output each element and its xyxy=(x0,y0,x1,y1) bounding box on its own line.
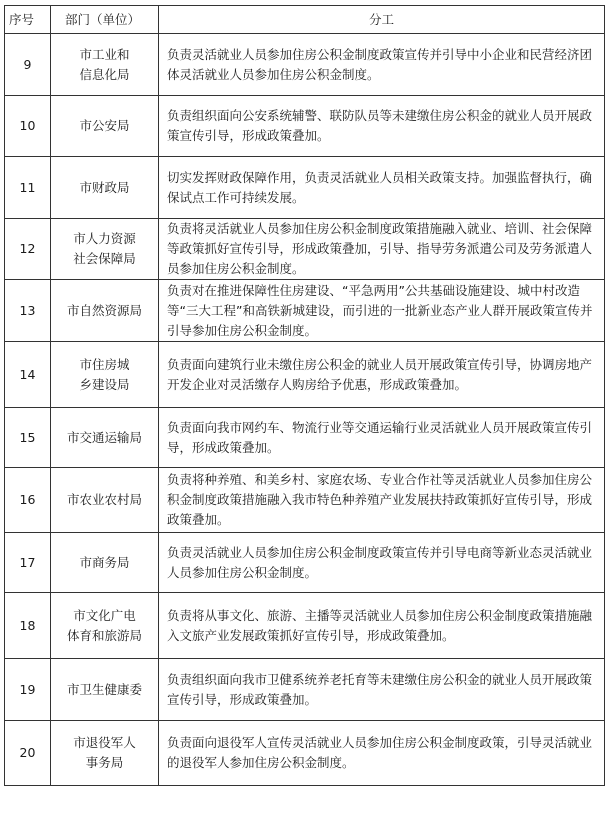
table-row xyxy=(5,342,605,408)
row-seq: 20 xyxy=(5,721,51,786)
row-duty: 负责灵活就业人员参加住房公积金制度政策宣传并引导中小企业和民营经济团体灵活就业人员参加住房公积金制度。 xyxy=(159,34,605,96)
row-dept-line: 市交通运输局 xyxy=(66,429,142,445)
table-row xyxy=(5,157,605,219)
row-duty: 负责面向建筑行业未缴住房公积金的就业人员开展政策宣传引导，协调房地产开发企业对灵活缴存人购房给予优惠，形成政策叠加。 xyxy=(159,342,605,408)
header-seq: 序号 xyxy=(5,6,51,34)
header-dept: 部门（单位） xyxy=(51,6,159,34)
table-row xyxy=(5,721,605,786)
table-header-row xyxy=(5,6,605,34)
table-row xyxy=(5,533,605,593)
row-dept-line: 市财政局 xyxy=(79,179,130,195)
row-dept xyxy=(51,96,159,157)
row-dept xyxy=(51,468,159,533)
row-duty: 负责面向退役军人宣传灵活就业人员参加住房公积金制度政策，引导灵活就业的退役军人参加住房公积金制度。 xyxy=(159,721,605,786)
row-seq: 10 xyxy=(5,96,51,157)
row-duty: 负责组织面向公安系统辅警、联防队员等未建缴住房公积金的就业人员开展政策宣传引导，形成政策叠加。 xyxy=(159,96,605,157)
row-dept xyxy=(51,533,159,593)
row-dept-line: 市公安局 xyxy=(79,118,130,133)
row-dept-line: 体育和旅游局 xyxy=(66,627,142,643)
header-duty: 分工 xyxy=(159,6,605,34)
row-dept xyxy=(51,342,159,408)
row-dept xyxy=(51,157,159,219)
row-dept-line: 市退役军人 xyxy=(73,735,136,750)
row-dept-line: 信息化局 xyxy=(79,66,130,82)
table-row xyxy=(5,219,605,280)
table-row xyxy=(5,593,605,659)
table-row xyxy=(5,34,605,96)
row-dept-line: 市自然资源局 xyxy=(66,302,142,318)
row-seq: 18 xyxy=(5,593,51,659)
row-duty: 负责对在推进保障性住房建设、“平急两用”公共基础设施建设、城中村改造等“三大工程”和高铁新城建设，而引进的一批新业态产业人群开展政策宣传并引导参加住房公积金制度。 xyxy=(159,280,605,342)
row-dept xyxy=(51,219,159,280)
row-dept xyxy=(51,721,159,786)
row-dept-line: 社会保障局 xyxy=(73,251,136,266)
row-dept xyxy=(51,280,159,342)
row-seq: 16 xyxy=(5,468,51,533)
table-row xyxy=(5,659,605,721)
row-duty: 负责组织面向我市卫健系统养老托育等未建缴住房公积金的就业人员开展政策宣传引导，形成政策叠加。 xyxy=(159,659,605,721)
row-dept-line: 市人力资源 xyxy=(73,231,136,246)
row-dept xyxy=(51,659,159,721)
row-dept-line: 市卫生健康委 xyxy=(66,681,142,697)
row-dept-line: 事务局 xyxy=(85,755,124,770)
row-duty: 负责将从事文化、旅游、主播等灵活就业人员参加住房公积金制度政策措施融入文旅产业发展政策抓好宣传引导，形成政策叠加。 xyxy=(159,593,605,659)
row-dept xyxy=(51,593,159,659)
row-seq: 14 xyxy=(5,342,51,408)
row-duty: 负责面向我市网约车、物流行业等交通运输行业灵活就业人员开展政策宣传引导，形成政策叠加。 xyxy=(159,408,605,468)
row-dept-line: 市商务局 xyxy=(79,554,130,570)
duty-table xyxy=(4,5,605,786)
row-dept-line: 市文化广电 xyxy=(73,607,136,623)
table-row xyxy=(5,280,605,342)
row-dept-line: 市农业农村局 xyxy=(66,492,142,507)
row-seq: 11 xyxy=(5,157,51,219)
row-duty: 负责灵活就业人员参加住房公积金制度政策宣传并引导电商等新业态灵活就业人员参加住房公积金制度。 xyxy=(159,533,605,593)
row-seq: 17 xyxy=(5,533,51,593)
row-dept-line: 市工业和 xyxy=(79,46,130,62)
row-duty: 切实发挥财政保障作用，负责灵活就业人员相关政策支持。加强监督执行，确保试点工作可持续发展。 xyxy=(159,157,605,219)
row-seq: 9 xyxy=(5,34,51,96)
row-dept xyxy=(51,34,159,96)
row-dept xyxy=(51,408,159,468)
row-seq: 15 xyxy=(5,408,51,468)
table-row xyxy=(5,96,605,157)
row-dept-line: 市住房城 xyxy=(79,356,130,372)
row-duty: 负责将种养殖、和美乡村、家庭农场、专业合作社等灵活就业人员参加住房公积金制度政策措施融入我市特色种养殖产业发展扶持政策抓好宣传引导，形成政策叠加。 xyxy=(159,468,605,533)
row-seq: 13 xyxy=(5,280,51,342)
table-row xyxy=(5,468,605,533)
table-row xyxy=(5,408,605,468)
row-seq: 19 xyxy=(5,659,51,721)
row-dept-line: 乡建设局 xyxy=(79,376,130,392)
row-duty: 负责将灵活就业人员参加住房公积金制度政策措施融入就业、培训、社会保障等政策抓好宣传引导，形成政策叠加，引导、指导劳务派遣公司及劳务派遣人员参加住房公积金制度。 xyxy=(159,219,605,280)
row-seq: 12 xyxy=(5,219,51,280)
